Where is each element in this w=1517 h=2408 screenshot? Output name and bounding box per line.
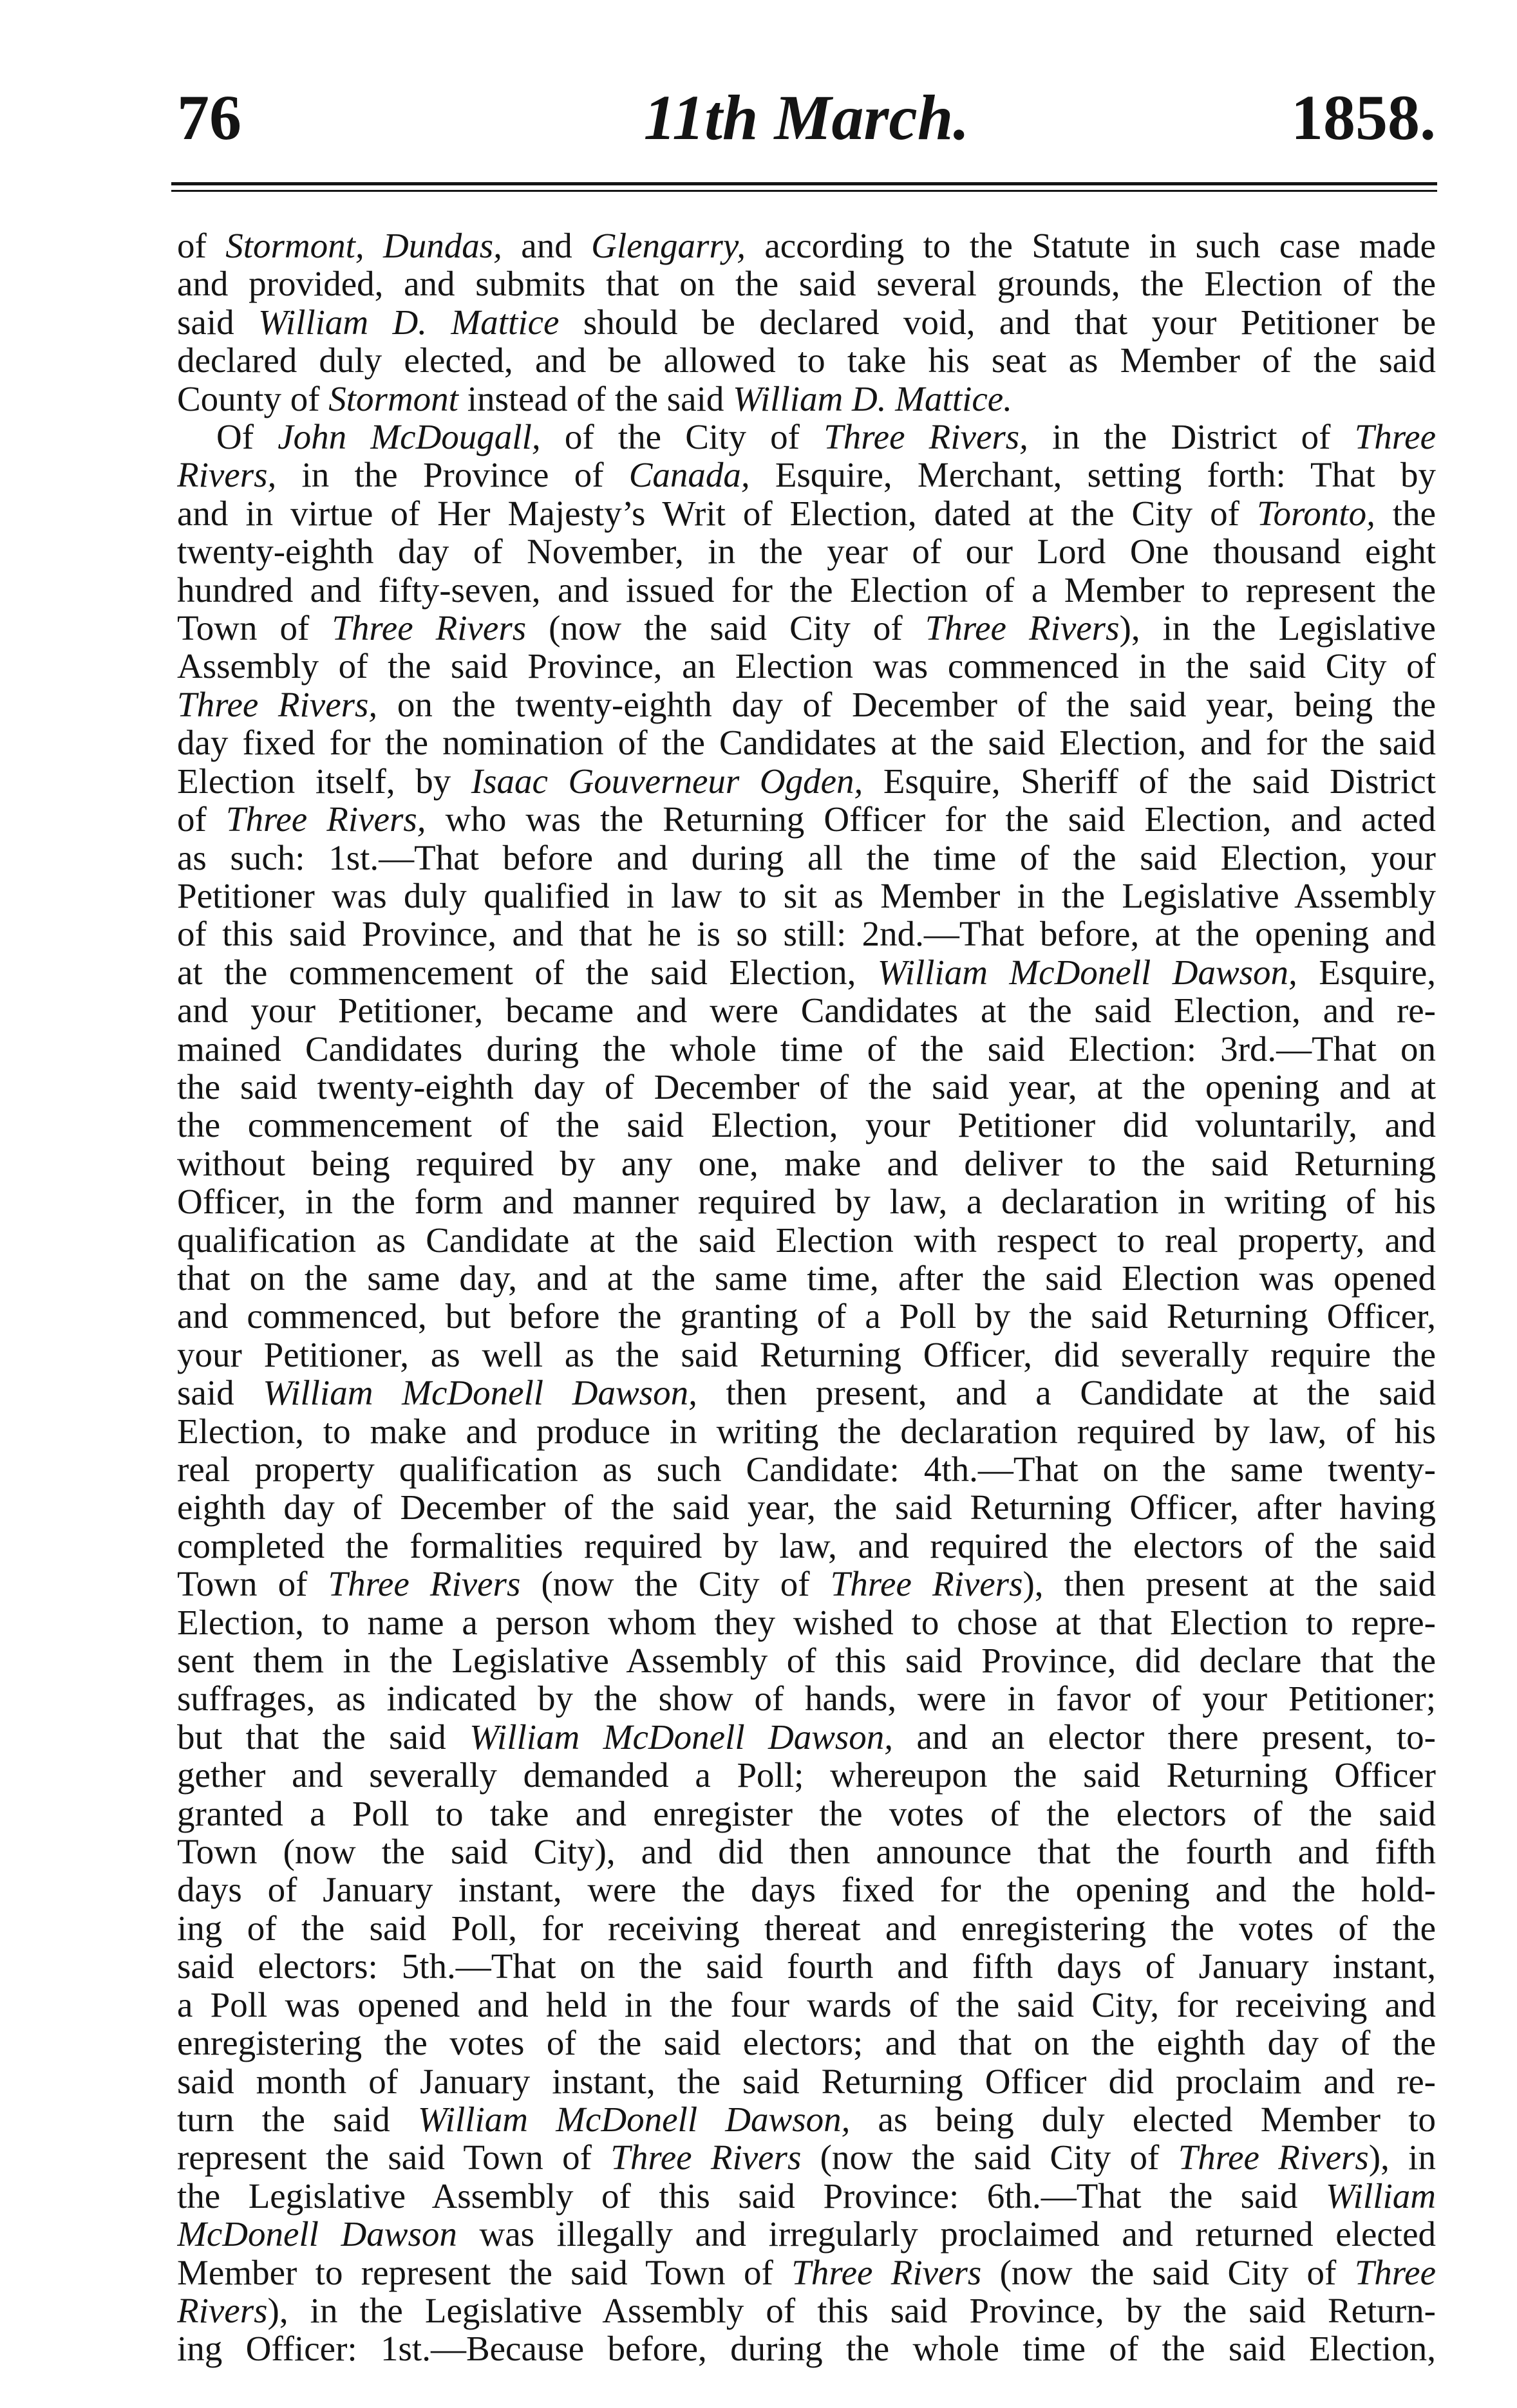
text-line: [177, 723, 1436, 761]
text-line: [177, 953, 1436, 991]
text-line: [177, 1718, 1436, 1756]
text-line: [177, 532, 1436, 570]
text-line: [177, 800, 1436, 838]
text-line: [177, 647, 1436, 685]
text-line: [177, 1947, 1436, 1985]
italic-text-run: William McDonell Dawson,: [263, 1373, 697, 1413]
text-run: completed the formalities required by law, and required the electors of the said: [177, 1526, 1436, 1565]
text-line: [177, 2254, 1436, 2291]
running-header: [177, 82, 1436, 153]
text-line: [177, 265, 1436, 303]
text-line: [177, 877, 1436, 915]
text-line: [177, 1297, 1436, 1335]
text-run: Election, to name a person whom they wished to chose at that Election to repre-: [177, 1602, 1436, 1642]
text-run: the Legislative Assembly of this said Province: 6th.—That the said: [177, 2176, 1326, 2216]
italic-text-run: William McDonell Dawson,: [469, 1717, 894, 1757]
text-line: [177, 991, 1436, 1029]
text-run: real property qualification as such Candidate: 4th.—That on the same twenty-: [177, 1450, 1436, 1489]
text-line: [177, 1565, 1436, 1603]
italic-text-run: Three: [1354, 417, 1436, 457]
body-text: [177, 227, 1436, 2368]
text-run: of: [177, 227, 226, 265]
text-run: the: [1375, 493, 1436, 533]
text-line: [177, 1336, 1436, 1374]
text-run: Election itself, by: [177, 761, 471, 801]
text-line: [177, 2329, 1436, 2367]
italic-text-run: Three Rivers: [791, 2252, 982, 2292]
text-run: and your Petitioner, became and were Candidates at the said Election, and re-: [177, 991, 1436, 1031]
italic-text-run: Three: [1354, 2252, 1436, 2292]
text-line: [177, 1412, 1436, 1450]
text-line: [177, 1144, 1436, 1182]
text-run: that on the same day, and at the same time, after the said Election was opened: [177, 1258, 1436, 1298]
italic-text-run: Three Rivers: [1178, 2138, 1369, 2178]
text-run: Esquire,: [1297, 952, 1436, 992]
text-run: and commenced, but before the granting of a Poll by the said Returning Officer,: [177, 1296, 1436, 1336]
text-run: and provided, and submits that on the said several grounds, the Election of the: [177, 264, 1436, 304]
italic-text-run: William McDonell Dawson,: [417, 2099, 851, 2139]
text-run: Town of: [177, 1564, 328, 1604]
double-rule: [171, 182, 1437, 192]
text-run: suffrages, as indicated by the show of hands, were in favor of your Petitioner;: [177, 1679, 1436, 1719]
text-line: [177, 1527, 1436, 1565]
text-line: [177, 2138, 1436, 2176]
text-line: [177, 1259, 1436, 1297]
text-line: [177, 380, 1436, 418]
italic-text-run: John McDougall,: [278, 417, 541, 457]
text-run: gether and severally demanded a Poll; whereupon the said Returning Officer: [177, 1755, 1436, 1795]
text-run: who was the Returning Officer for the said Election, and acted: [426, 799, 1436, 839]
text-run: enregistering the votes of the said electors; and that on the eighth day of the: [177, 2023, 1436, 2063]
text-run: eighth day of December of the said year, the said Returning Officer, after having: [177, 1488, 1436, 1527]
italic-text-run: McDonell Dawson: [177, 2214, 457, 2254]
text-line: [177, 1182, 1436, 1220]
text-run: the said twenty-eighth day of December of the said year, at the opening and at: [177, 1067, 1436, 1106]
text-run: but that the said: [177, 1717, 470, 1757]
text-run: qualification as Candidate at the said Election with respect to real property, and: [177, 1220, 1436, 1260]
text-line: [177, 686, 1436, 723]
text-run: according to the Statute in such case made: [745, 227, 1436, 265]
text-run: (now the said City of: [801, 2138, 1178, 2178]
text-run: your Petitioner, as well as the said Returning Officer, did severally require the: [177, 1334, 1436, 1374]
text-run: said month of January instant, the said Returning Officer did proclaim and re-: [177, 2061, 1436, 2101]
text-line: [177, 1450, 1436, 1488]
text-line: [177, 1488, 1436, 1526]
text-run: Member to represent the said Town of: [177, 2252, 792, 2292]
italic-text-run: Three Rivers: [610, 2138, 802, 2178]
text-run: of the City of: [540, 417, 824, 457]
text-run: granted a Poll to take and enregister the votes of the electors of the said: [177, 1793, 1436, 1833]
text-line: [177, 418, 1436, 456]
text-run: Officer, in the form and manner required by law, a declaration in writing of his: [177, 1182, 1436, 1222]
italic-text-run: Three Rivers: [332, 608, 527, 648]
text-run: mained Candidates during the whole time of the said Election: 3rd.—That on: [177, 1029, 1436, 1069]
italic-text-run: Toronto,: [1256, 493, 1375, 533]
text-run: turn the said: [177, 2099, 418, 2139]
text-run: (now the said City of: [981, 2252, 1355, 2292]
page-number: 76: [177, 82, 241, 153]
text-line: [177, 2100, 1436, 2138]
text-run: Election, to make and produce in writing the declaration required by law, of his: [177, 1411, 1436, 1451]
text-line: [177, 1679, 1436, 1717]
text-run: said: [177, 302, 259, 342]
text-run: Petitioner was duly qualified in law to sit as Member in the Legislative Assembly: [177, 875, 1436, 915]
text-run: as such: 1st.—That before and during all the time of the said Election, your: [177, 837, 1436, 877]
text-line: [177, 2177, 1436, 2215]
text-line: [177, 2024, 1436, 2062]
text-run: day fixed for the nomination of the Candidates at the said Election, and for the said: [177, 723, 1436, 763]
text-line: [177, 915, 1436, 953]
italic-text-run: Three Rivers: [328, 1564, 521, 1604]
text-run: then present, and a Candidate at the said: [697, 1373, 1436, 1413]
text-run: ing of the said Poll, for receiving thereat and enregistering the votes of the: [177, 1908, 1436, 1948]
text-run: Esquire, Sheriff of the said District: [863, 761, 1436, 801]
text-run: twenty-eighth day of November, in the year of our Lord One thousand eight: [177, 532, 1436, 572]
text-line: [177, 1756, 1436, 1794]
text-run: days of January instant, were the days fixed for the opening and the hold-: [177, 1870, 1436, 1910]
text-run: ), then present at the said: [1022, 1564, 1436, 1604]
italic-text-run: Three Rivers: [925, 608, 1120, 648]
text-run: a Poll was opened and held in the four wards of the said City, for receiving and: [177, 1984, 1436, 2024]
text-run: Of: [216, 417, 278, 457]
italic-text-run: William McDonell Dawson,: [877, 952, 1297, 992]
text-line: [177, 1871, 1436, 1909]
text-line: [177, 494, 1436, 532]
paragraph: [177, 227, 1436, 418]
italic-text-run: Canada,: [628, 455, 750, 495]
italic-text-run: Stormont: [328, 378, 458, 418]
text-line: [177, 1909, 1436, 1947]
text-run: represent the said Town of: [177, 2138, 611, 2178]
text-line: [177, 1641, 1436, 1679]
text-run: of this said Province, and that he is so still: 2nd.—That before, at the opening and: [177, 914, 1436, 954]
italic-text-run: Three Rivers,: [225, 799, 426, 839]
text-run: Assembly of the said Province, an Election was commenced in the said City of: [177, 646, 1436, 686]
text-run: Town (now the said City), and did then announce that the fourth and fifth: [177, 1832, 1436, 1872]
paragraph: [177, 418, 1436, 2368]
text-line: [177, 456, 1436, 494]
text-run: the commencement of the said Election, your Petitioner did voluntarily, and: [177, 1105, 1436, 1145]
italic-text-run: William D. Mattice.: [733, 378, 1012, 418]
italic-text-run: Three Rivers,: [824, 417, 1028, 457]
italic-text-run: Stormont, Dundas,: [225, 227, 502, 265]
text-line: [177, 1106, 1436, 1144]
italic-text-run: Three Rivers,: [177, 684, 378, 724]
text-run: in the Province of: [276, 455, 629, 495]
text-run: said: [177, 1373, 263, 1413]
text-line: [177, 1833, 1436, 1871]
text-line: [177, 1795, 1436, 1833]
italic-text-run: William: [1325, 2176, 1436, 2216]
text-line: [177, 2215, 1436, 2253]
text-run: ing Officer: 1st.—Because before, during the whole time of the said Election,: [177, 2329, 1436, 2368]
header-date: 11th March.: [643, 82, 970, 153]
text-line: [177, 1603, 1436, 1641]
text-run: in the District of: [1028, 417, 1355, 457]
italic-text-run: Rivers: [177, 2290, 268, 2330]
text-run: (now the said City of: [526, 608, 925, 648]
text-run: should be declared void, and that your Petitioner be: [559, 302, 1436, 342]
text-line: [177, 2291, 1436, 2329]
text-run: declared duly elected, and be allowed to take his seat as Member of the said: [177, 341, 1436, 380]
text-line: [177, 1374, 1436, 1412]
text-run: County of: [177, 378, 329, 418]
text-run: said electors: 5th.—That on the said fourth and fifth days of January instant,: [177, 1946, 1436, 1986]
italic-text-run: Glengarry,: [591, 227, 746, 265]
text-line: [177, 1068, 1436, 1106]
text-run: Esquire, Merchant, setting forth: That by: [749, 455, 1436, 495]
text-line: [177, 1030, 1436, 1068]
text-run: as being duly elected Member to: [850, 2099, 1436, 2139]
text-run: ), in the Legislative: [1119, 608, 1436, 648]
text-run: at the commencement of the said Election,: [177, 952, 878, 992]
text-run: and: [502, 227, 592, 265]
text-line: [177, 762, 1436, 800]
text-run: ), in the Legislative Assembly of this said Province, by the said Return-: [267, 2290, 1436, 2330]
text-run: without being required by any one, make and deliver to the said Returning: [177, 1143, 1436, 1183]
text-run: (now the City of: [520, 1564, 831, 1604]
text-run: on the twenty-eighth day of December of the said year, being the: [377, 684, 1436, 724]
italic-text-run: Three Rivers: [830, 1564, 1023, 1604]
italic-text-run: Rivers,: [177, 455, 277, 495]
text-line: [177, 1221, 1436, 1259]
text-line: [177, 341, 1436, 379]
header-year: 1858.: [1291, 82, 1436, 153]
text-run: hundred and fifty-seven, and issued for the Election of a Member to represent the: [177, 570, 1436, 610]
italic-text-run: William D. Mattice: [258, 302, 560, 342]
text-run: of: [177, 799, 226, 839]
text-line: [177, 839, 1436, 877]
text-run: and an elector there present, to-: [893, 1717, 1436, 1757]
text-run: was illegally and irregularly proclaimed and returned elected: [457, 2214, 1436, 2254]
text-line: [177, 227, 1436, 265]
text-line: [177, 303, 1436, 341]
text-line: [177, 1986, 1436, 2024]
text-line: [177, 2062, 1436, 2100]
text-run: and in virtue of Her Majesty’s Writ of Election, dated at the City of: [177, 493, 1257, 533]
text-line: [177, 571, 1436, 609]
italic-text-run: Isaac Gouverneur Ogden,: [471, 761, 863, 801]
text-run: sent them in the Legislative Assembly of this said Province, did declare that the: [177, 1641, 1436, 1681]
text-run: instead of the said: [458, 378, 733, 418]
text-run: ), in: [1368, 2138, 1436, 2178]
text-line: [177, 609, 1436, 647]
text-run: Town of: [177, 608, 332, 648]
